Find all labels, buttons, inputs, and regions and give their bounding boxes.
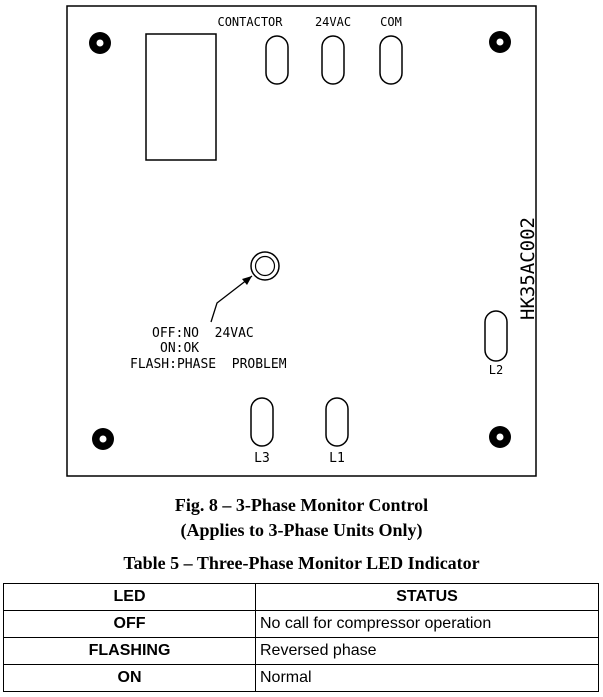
legend-on: ON:OK [160, 341, 200, 356]
mounting-hole-bottom-left [92, 428, 114, 450]
mounting-hole-top-right [489, 31, 511, 53]
terminal-l1 [326, 398, 348, 446]
label-contactor: CONTACTOR [217, 15, 283, 29]
led-state-cell: FLASHING [4, 638, 256, 665]
status-cell: No call for compressor operation [256, 611, 599, 638]
table-header-row [4, 584, 599, 611]
part-number: HK35AC002 [517, 217, 539, 320]
led-state-cell: OFF [4, 611, 256, 638]
label-com: COM [380, 15, 402, 29]
legend-off: OFF:NO 24VAC [152, 326, 254, 341]
led-indicator-table [3, 583, 599, 692]
terminal-l3 [251, 398, 273, 446]
label-l3: L3 [254, 451, 270, 466]
status-cell: Normal [256, 665, 599, 692]
led-state-cell: ON [4, 665, 256, 692]
figure-subtitle: (Applies to 3-Phase Units Only) [180, 520, 423, 540]
mounting-hole-bottom-right [489, 426, 511, 448]
header-status: STATUS [256, 584, 599, 611]
circuit-board-outline [67, 6, 536, 476]
label-l2: L2 [488, 363, 504, 377]
led-pointer-arrow [211, 276, 252, 322]
terminal-l2 [485, 311, 507, 361]
relay-component [146, 34, 216, 160]
table-row [4, 611, 599, 638]
header-led: LED [4, 584, 256, 611]
terminal-24vac [322, 36, 344, 84]
label-24vac: 24VAC [314, 15, 352, 29]
terminal-com [380, 36, 402, 84]
table-row [4, 665, 599, 692]
table-title: Table 5 – Three-Phase Monitor LED Indicator [123, 553, 480, 573]
legend-flash: FLASH:PHASE PROBLEM [130, 357, 287, 372]
terminal-contactor [266, 36, 288, 84]
table-row [4, 638, 599, 665]
mounting-hole-top-left [89, 32, 111, 54]
label-l1: L1 [329, 451, 345, 466]
led-indicator [251, 252, 279, 280]
status-cell: Reversed phase [256, 638, 599, 665]
figure-caption: Fig. 8 – 3-Phase Monitor Control [174, 495, 429, 515]
